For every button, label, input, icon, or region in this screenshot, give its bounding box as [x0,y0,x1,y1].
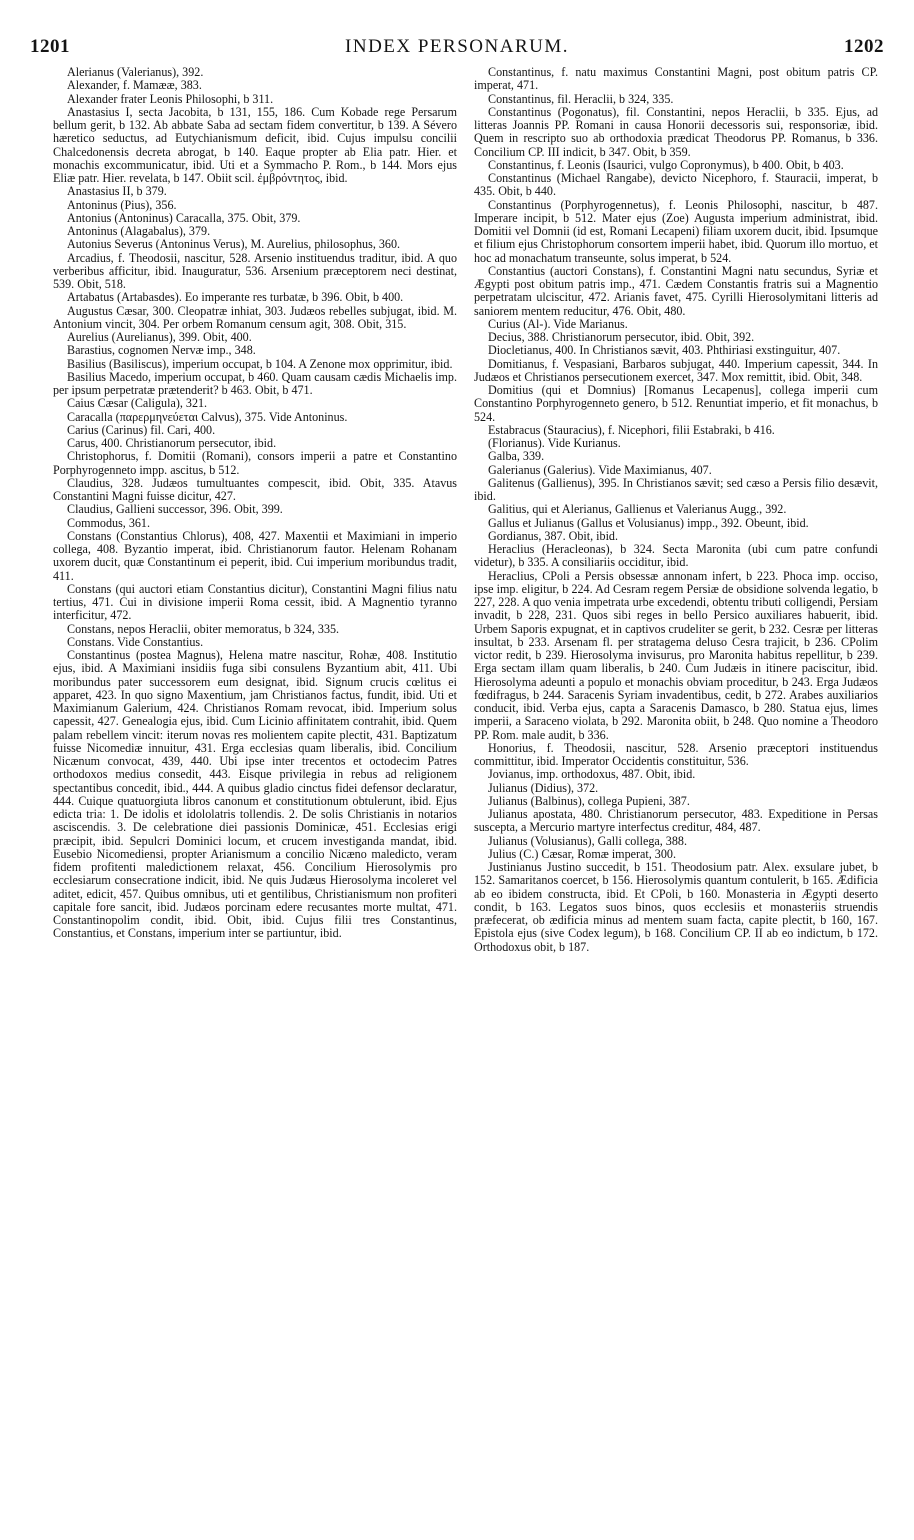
index-entry: Diocletianus, 400. In Christianos sævit, 403. Phthiriasi exstinguitur, 407. [488,343,841,358]
index-entry: Galba, 339. [488,449,545,464]
index-entry: Constantinus (Pogonatus), fil. Constantini, nepos Heraclii, b 335. Ejus, ad litteras Joannis PP. Romani in causa Honorii decessoris sui, responsoriæ, ibid. Quem in rescripto suo ab orthodoxia prædicat Theodorus PP. Romanus, b 336. Concilium CP. III indicit, b 347. Obit, b 359. [474,104,878,159]
index-entry: Anastasius II, b 379. [67,184,167,199]
index-entry: Constans. Vide Constantius. [67,634,204,649]
index-entry: Antoninus (Alagabalus), 379. [67,224,211,238]
index-entry: Galitenus (Gallienus), 395. In Christianos sævit; sed cæso a Persis filio desævit, ibid. [474,475,878,503]
index-entry: Heraclius, CPoli a Persis obsessæ annonam infert, b 223. Phoca imp. occiso, ipse imp. eligitur, b 224. Ad Cesram regem Persiæ de obsidione solvenda legatio, b 227, 228. A quo venia impetrata urbe excedendi, obtentu tributi colligendi, Persiam invadit, b 228, 231. Quos sibi reges in bello Persico auxiliares habuerit, ibid. Urbem Saporis expugnat, et in captivos crudeliter se gerit, b 232. Cesræ per litteras insultat, b 233. Arsenam fl. per stratagema deluso Cesra trajicit, b 236. CPolim victor redit, b 239. Hierosolyma invisurus, pro Maronita habitus repellitur, b 239. Erga sectam illam quam liberalis, b 240. Cum Judæis in itinere paciscitur, ibid. Hierosolyma adeunti a populo et monachis obviam proceditur, b 243. Erga Judæos fœdifragus, b 244. Saracenis Syriam invadentibus, cedit, b 272. Arabes auxiliarios conducit, ibid. Verba ejus, capta a Saracenis Damasco, b 280. Statua ejus, limes imperii, a Saraceno violata, b 292. Maronita obiit, b 248. Quo nomine a Theodoro PP. Rom. male audit, b 336. [474,568,878,742]
index-entry: Christophorus, f. Domitii (Romani), consors imperii a patre et Constantino Porphyrogenneto impp. ascitus, b 512. [53,449,457,477]
index-entry: (Florianus). Vide Kurianus. [488,436,621,450]
index-entry: Jovianus, imp. orthodoxus, 487. Obit, ibid. [488,767,696,782]
index-entry: Carius (Carinus) fil. Cari, 400. [67,422,216,437]
index-entry: Gallus et Julianus (Gallus et Volusianus) impp., 392. Obeunt, ibid. [488,515,809,530]
right-page-number: 1202 [844,36,884,57]
index-entry: Justinianus Justino succedit, b 151. Theodosium patr. Alex. exsulare jubet, b 152. Samaritanos coercet, b 156. Hierosolymis quantum contulerit, b 165. Ædificia ab eo ibidem constructa, ibid. Et CPoli, b 160. Monasteria in Ægypti deserto condit, b 163. Legatos suos binos, quos ecclesiis et monasteriis struendis præfecerat, ob ædificia minus ad mentem suam facta, capite plectit, b 160, 167. Epistola ejus (sive Codex legum), b 168. Concilium CP. II ab eo indictum, b 172. Orthodoxus obit, b 187. [474,860,878,954]
page-header [30,36,884,62]
index-entry: Constantinus, f. Leonis (Isaurici, vulgo Copronymus), b 400. Obit, b 403. [488,157,844,172]
index-entry: Basilius Macedo, imperium occupat, b 460. Quam causam cædis Michaelis imp. per ipsum perpetratæ prætenderit? b 463. Obit, b 471. [53,369,457,397]
index-entry: Alerianus (Valerianus), 392. [67,65,204,79]
index-entry: Claudius, 328. Judæos tumultuantes compescit, ibid. Obit, 335. Atavus Constantini Magni fuisse dicitur, 427. [53,475,457,503]
index-entry: Constantinus (postea Magnus), Helena matre nascitur, Rohæ, 408. Institutio ejus, ibid. A Maximiani insidiis fuga sibi consulens Byzantium abit, 411. Ubi moribundus pater successorem eum designat, ibid. Signum crucis cœlitus ei apparet, 423. In quo signo Maxentium, jam Christianos factus, fundit, ibid. Uti et Maximianum Galerium, 424. Christianos Romam revocat, ibid. Imperium solus capessit, 427. Genealogia ejus, ibid. Cum Licinio affinitatem contrahit, ibid. Quem palam rebellem vincit: iterum novas res molientem capite plectit, 431. Baptizatum fuisse Nicomediæ innuitur, 431. Erga ecclesias quam liberalis, ibid. Concilium Nicænum convocat, 439, 440. Ubi ipse inter trecentos et octodecim Patres orthodoxos medius consedit, 443. Eisque privilegia in rebus ad religionem spectantibus concedit, ibid., 444. A quibus gladio cinctus fidei defensor declaratur, 444. Cuique quatuorgiuta libros canonum et constitutionum obtulerunt, ibid. Ejus edicta tria: 1. De idolis et idololatris tollendis. 2. De solis Christianis in notarios asciscendis. 3. De celebratione diei passionis Dominicæ, 451. Ecclesias erigi præcipit, ibid. Sepulcri Dominici locum, et crucem investiganda mandat, ibid. Eusebio Nicomediensi, propter Arianismum a concilio Nicæno maledicto, veram fidem profitenti maledictionem relaxat, 456. Concilium Hierosolymis pro ecclesiarum consecratione indicit, ibid. Ne quis Judæus Hierosolyma incoleret vel aditet, edicit, 457. Quibus omnibus, uti et gentilibus, Christianismum non profiteri capitale fore sancit, ibid. Judæos porcinam edere recusantes morte multat, 471. Constantinopolim condit, ibid. Obit, ibid. Cujus filii tres Constantinus, Constantius, et Constans, imperium inter se partiuntur, ibid. [53,648,457,941]
index-entry: Julianus (Balbinus), collega Pupieni, 387. [488,793,690,808]
index-entry: Constantinus (Porphyrogennetus), f. Leonis Philosophi, nascitur, b 487. Imperare incipit, b 512. Mater ejus (Zoe) Augusta imperium administrat, ibid. Domitii vel Domnii (id est, Romani Lecapeni) filiam uxorem ducit, ibid. Ipsumque et filium ejus Christophorum consortem imperii habet, ibid. Quorum illo mortuo, et hoc ad monachatum transeunte, solus imperat, b 524. [474,197,878,265]
index-entry: Domitianus, f. Vespasiani, Barbaros subjugat, 440. Imperium capessit, 344. In Judæos et Christianos persecutionem exercet, 347. Mox remittit, ibid. Obit, 348. [474,356,878,384]
index-entry: Julianus (Volusianus), Galli collega, 388. [488,833,687,848]
index-entry: Constantinus (Michael Rangabe), devicto Nicephoro, f. Stauracii, imperat, b 435. Obit, b 440. [474,171,878,199]
index-entry: Commodus, 361. [67,515,150,530]
index-entry: Antoninus (Pius), 356. [67,197,177,212]
index-entry: Estabracus (Stauracius), f. Nicephori, filii Estabraki, b 416. [488,422,775,437]
index-entry: Aurelius (Aurelianus), 399. Obit, 400. [67,330,252,344]
index-entry: Constantinus, fil. Heraclii, b 324, 335. [488,91,674,106]
index-entry: Honorius, f. Theodosii, nascitur, 528. Arsenio præceptori instituendus committitur, ibid. Imperator Occidentis constituitur, 536. [474,740,878,768]
index-entry: Decius, 388. Christianorum persecutor, ibid. Obit, 392. [488,330,755,344]
index-entry: Galitius, qui et Alerianus, Gallienus et Valerianus Augg., 392. [488,502,787,517]
index-entry: Anastasius I, secta Jacobita, b 131, 155, 186. Cum Kobade rege Persarum bellum gerit, b 132. Ab abbate Saba ad sectam fidem convertitur, b 139. A Sévero hæretico seductus, ad Eutychianismum deficit, ibid. Cujus impulsu concilii Chalcedonensis decreta abrogat, b 140. Eaque propter ab Elia patr. Hier. et monachis excommunicatur, ibid. Uti et a Symmacho P. Rom., b 144. Mors ejus Eliæ patr. Hier. revelata, b 147. Obiit scil. ἐμβρόντητος, ibid. [53,104,457,185]
index-entry: Julianus apostata, 480. Christianorum persecutor, 483. Expeditione in Persas suscepta, a Mercurio martyre interfectus creditur, 484, 487. [474,807,878,835]
left-column [53,66,457,941]
index-entry: Constans (Constantius Chlorus), 408, 427. Maxentii et Maximiani in imperio collega, 408. Byzantio imperat, ibid. Christianorum fautor. Helenam Rohanam uxorem ducit, quæ Constantinum ei peperit, ibid. Cui imperium moribundus tradit, 411. [53,528,457,583]
index-entry: Carus, 400. Christianorum persecutor, ibid. [67,436,277,450]
index-entry: Julianus (Didius), 372. [488,780,599,795]
index-entry: Constantinus, f. natu maximus Constantini Magni, post obitum patris CP. imperat, 471. [474,65,878,93]
index-entry: Domitius (qui et Domnius) [Romanus Lecapenus], collega imperii cum Constantino Porphyrogenneto genero, b 512. Renuntiat imperio, et fit monachus, b 524. [474,383,878,424]
index-entry: Constans, nepos Heraclii, obiter memoratus, b 324, 335. [67,621,340,636]
index-entry: Curius (Al-). Vide Marianus. [488,316,628,331]
index-entry: Basilius (Basiliscus), imperium occupat, b 104. A Zenone mox opprimitur, ibid. [67,356,453,371]
index-entry: Gordianus, 387. Obit, ibid. [488,528,619,543]
index-entry: Antonius (Antoninus) Caracalla, 375. Obit, 379. [67,210,301,225]
index-entry: Artabatus (Artabasdes). Eo imperante res turbatæ, b 396. Obit, b 400. [67,290,404,305]
left-page-number: 1201 [30,36,70,57]
right-column [474,66,878,954]
index-entry: Barastius, cognomen Nervæ imp., 348. [67,343,256,358]
index-entry: Augustus Cæsar, 300. Cleopatræ inhiat, 303. Judæos rebelles subjugat, ibid. M. Antonium vincit, 304. Per orbem Romanum censum agit, 308. Obit, 315. [53,303,457,331]
index-entry: Caracalla (παρερμηνεύεται Calvus), 375. Vide Antoninus. [67,409,348,424]
index-entry: Alexander frater Leonis Philosophi, b 311. [67,91,274,106]
index-entry: Claudius, Gallieni successor, 396. Obit, 399. [67,502,283,517]
index-entry: Arcadius, f. Theodosii, nascitur, 528. Arsenio instituendus traditur, ibid. A quo verberibus afficitur, ibid. Inauguratur, 536. Arsenium præceptorem neci destinat, 539. Obit, 518. [53,250,457,291]
index-entry: Galerianus (Galerius). Vide Maximianus, 407. [488,462,712,477]
index-entry: Alexander, f. Mamææ, 383. [67,78,202,93]
index-entry: Caius Cæsar (Caligula), 321. [67,396,208,411]
index-entry: Constantius (auctori Constans), f. Constantini Magni natu secundus, Syriæ et Ægypti post obitum patris imp., 471. Cædem Constantis fratris sui a Magnentio perpetratam ulciscitur, 472. Arianis favet, 475. Cyrilli Hierosolymitani litteris ad saniorem mentem reducitur, 476. Obit, 480. [474,263,878,318]
index-entry: Autonius Severus (Antoninus Verus), M. Aurelius, philosophus, 360. [67,237,401,252]
index-entry: Heraclius (Heracleonas), b 324. Secta Maronita (ubi cum patre confundi videtur), b 335. A consiliariis occiditur, ibid. [474,542,878,570]
index-entry: Julius (C.) Cæsar, Romæ imperat, 300. [488,846,676,861]
page-title: INDEX PERSONARUM. [345,36,569,57]
index-entry: Constans (qui auctori etiam Constantius dicitur), Constantini Magni filius natu tertius, 471. Cui in divisione imperii Roma cessit, ibid. A Magnentio tyranno interficitur, 472. [53,581,457,623]
